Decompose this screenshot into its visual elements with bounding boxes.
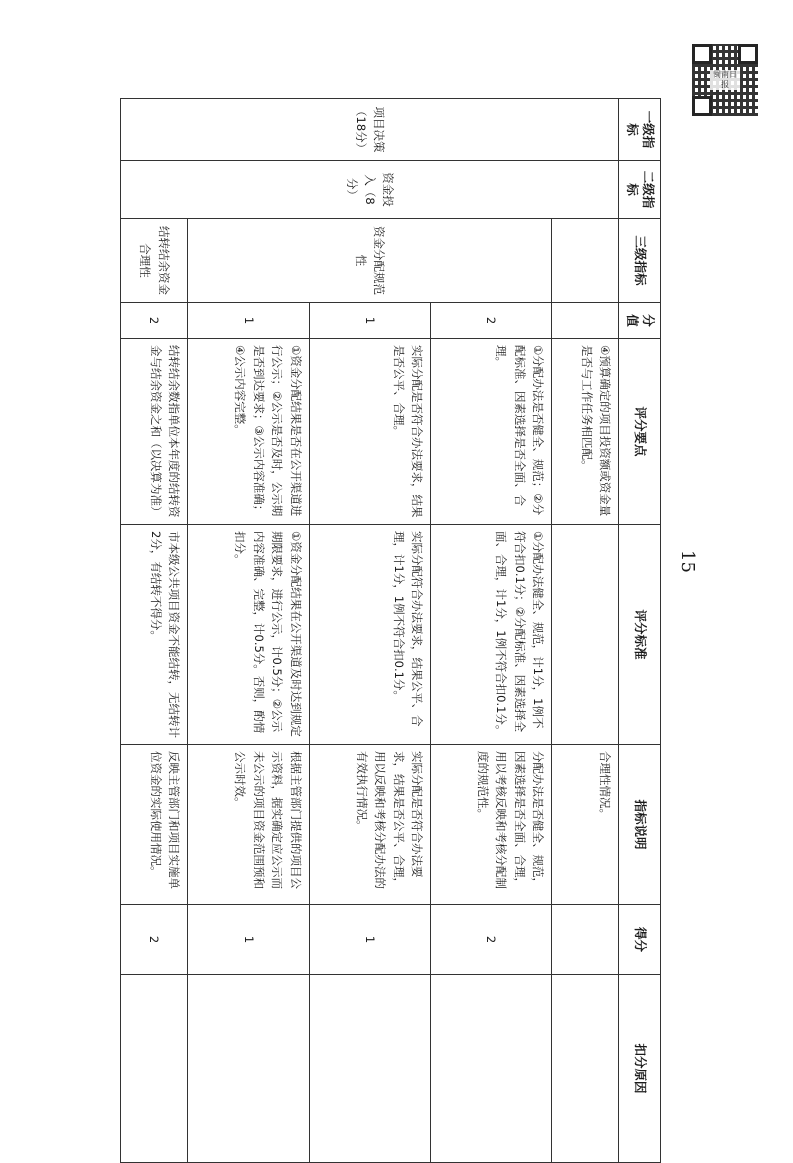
indicator-desc-cell: 根据主管部门提供的项目公示资料，据实确定应公示而未公示的项目资金范围预和公示时效。 — [188, 745, 309, 905]
points-cell: 结转结余数指单位本年度的结转资金与结余资金之和（以决算为准） — [121, 339, 188, 525]
header-score: 分值 — [619, 303, 661, 339]
obtained-cell: 1 — [309, 905, 430, 975]
table-row — [552, 99, 619, 1163]
table-row — [430, 99, 551, 1163]
obtained-cell: 1 — [188, 905, 309, 975]
indicator-desc-cell: 分配办法是否健全、规范，因素选择是否全面、合理，用以考核反映和考核分配制度的规范性。 — [430, 745, 551, 905]
standard-cell: 市本级公共项目资金不能结转，无结转计2分，有结转不得分。 — [121, 525, 188, 745]
level3-cell — [552, 219, 619, 303]
obtained-cell — [552, 905, 619, 975]
qr-code — [692, 44, 758, 116]
deduction-cell — [309, 975, 430, 1163]
page-number: 15 — [677, 550, 698, 573]
points-cell: ④预算确定的项目投资额或资金量是否与工作任务相匹配。 — [552, 339, 619, 525]
indicator-desc-cell: 合理性情况。 — [552, 745, 619, 905]
deduction-cell — [552, 975, 619, 1163]
indicator-desc-cell: 实际分配是否符合办法要求，结果是否公平、合理，用以反映和考核分配办法的有效执行情况。 — [309, 745, 430, 905]
header-obtained: 得分 — [619, 905, 661, 975]
score-cell — [552, 303, 619, 339]
standard-cell: ①资金分配结果在公开渠道及时达到规定期限要求，进行公示，计0.5分；②公示内容准确、完整，计0.5分。否则，酌情扣分。 — [188, 525, 309, 745]
points-cell: 实际分配是否符合办法要求，结果是否公平、合理。 — [309, 339, 430, 525]
obtained-cell: 2 — [430, 905, 551, 975]
score-cell: 1 — [188, 303, 309, 339]
header-points: 评分要点 — [619, 339, 661, 525]
standard-cell: ①分配办法健全、规范，计1分，1例不符合扣0.1分；②分配标准、因素选择全面、合理，计1分，1例不符合扣0.1分。 — [430, 525, 551, 745]
standard-cell — [552, 525, 619, 745]
table-row — [121, 99, 188, 1163]
header-deduction: 扣分原因 — [619, 975, 661, 1163]
points-cell: ①资金分配结果是否在公开渠道进行公示；②公示是否及时，公示期是否到达要求；③公示内容准确；④公示内容完整。 — [188, 339, 309, 525]
header-level3: 三级指标 — [619, 219, 661, 303]
points-cell: ①分配办法是否健全、规范；②分配标准、因素选择是否全面、合理。 — [430, 339, 551, 525]
level3-cell: 结转结余资金合理性 — [121, 219, 188, 303]
score-cell: 1 — [309, 303, 430, 339]
qr-label: 闽南日报 — [710, 70, 740, 90]
header-level1: 一级指标 — [619, 99, 661, 161]
deduction-cell — [430, 975, 551, 1163]
header-row — [619, 99, 661, 1163]
evaluation-table — [120, 98, 661, 1162]
header-standard: 评分标准 — [619, 525, 661, 745]
standard-cell: 实际分配符合办法要求，结果公平、合理，计1分，1例不符合扣0.1分。 — [309, 525, 430, 745]
obtained-cell: 2 — [121, 905, 188, 975]
header-indicator-desc: 指标说明 — [619, 745, 661, 905]
level3-cell: 资金分配规范性 — [188, 219, 552, 303]
score-cell: 2 — [121, 303, 188, 339]
header-level2: 二级指标 — [619, 161, 661, 219]
level1-cell: 项目决策（18分） — [121, 99, 620, 161]
indicator-desc-cell: 反映主管部门和项目实施单位资金的实际使用情况。 — [121, 745, 188, 905]
deduction-cell — [188, 975, 309, 1163]
deduction-cell — [121, 975, 188, 1163]
score-cell: 2 — [430, 303, 551, 339]
level2-cell: 资金投入（8分） — [121, 161, 620, 219]
